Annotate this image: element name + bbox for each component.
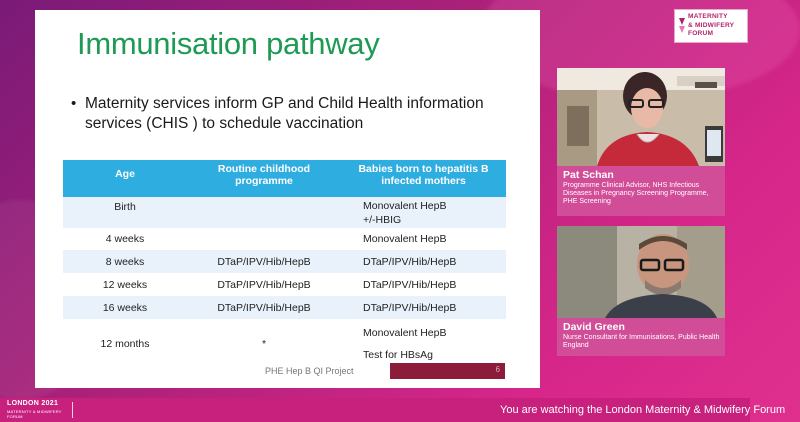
cell-age: 8 weeks <box>63 250 187 273</box>
cell-routine <box>187 197 341 228</box>
speaker-namebox-2 <box>557 318 725 356</box>
cell-routine: * <box>187 319 341 369</box>
speaker-role: Programme Clinical Advisor, NHS Infectious Diseases in Pregnancy Screening Programme, PHE Screening <box>563 182 709 205</box>
table-row <box>63 228 506 250</box>
cell-babies <box>341 197 506 228</box>
bullet-text: Maternity services inform GP and Child Health information services (CHIS ) to schedule vaccination <box>85 95 484 132</box>
speaker-namebox-1 <box>557 166 725 216</box>
slide-page-number: 6 <box>495 365 500 374</box>
immunisation-table <box>63 160 506 369</box>
cell-babies <box>341 319 506 369</box>
header-age: Age <box>63 160 187 197</box>
slide-footer: PHE Hep B QI Project <box>265 366 354 376</box>
logo-line3: FORUM <box>688 30 714 37</box>
table-row <box>63 273 506 296</box>
speaker-panel-1 <box>557 68 725 222</box>
table-row <box>63 250 506 273</box>
event-logo-title: LONDON 2021 <box>7 400 59 407</box>
speaker-panel-2 <box>557 226 725 356</box>
table-header-row <box>63 160 506 197</box>
bullet-dot-icon: • <box>71 95 77 112</box>
forum-logo-mark-icon <box>678 16 686 35</box>
header-routine: Routine childhood programme <box>187 160 341 197</box>
cell-babies: DTaP/IPV/Hib/HepB <box>341 250 506 273</box>
speaker-role: Nurse Consultant for Immunisations, Public Health England <box>563 334 720 349</box>
slide-bullet <box>71 94 525 134</box>
speaker-name: David Green <box>563 321 625 333</box>
table-row <box>63 319 506 369</box>
event-logo-subtitle: MATERNITY & MIDWIFERY FORUM <box>7 409 62 419</box>
presentation-slide <box>35 10 540 388</box>
cell-routine: DTaP/IPV/Hib/HepB <box>187 273 341 296</box>
forum-logo <box>674 9 748 43</box>
cell-age: 16 weeks <box>63 296 187 319</box>
cell-age: 4 weeks <box>63 228 187 250</box>
ticker-text: You are watching the London Maternity & Midwifery Forum <box>500 404 786 416</box>
logo-line2: & MIDWIFERY <box>688 21 735 29</box>
logo-line1: MATERNITY <box>688 13 728 20</box>
cell-babies-line1: Monovalent HepB <box>363 327 447 339</box>
cell-age: 12 weeks <box>63 273 187 296</box>
cell-babies: DTaP/IPV/Hib/HepB <box>341 273 506 296</box>
cell-babies-line2: +/-HBIG <box>363 213 402 226</box>
cell-routine: DTaP/IPV/Hib/HepB <box>187 296 341 319</box>
bottom-separator <box>72 402 73 418</box>
speaker-video-1 <box>557 68 725 166</box>
speaker-name: Pat Schan <box>563 169 614 181</box>
cell-babies-line1: Monovalent HepB <box>363 199 447 212</box>
speaker-video-frame-icon <box>557 68 725 166</box>
table-row <box>63 197 506 228</box>
slide-footer-bar <box>390 363 505 379</box>
header-babies: Babies born to hepatitis B infected mothers <box>341 160 506 197</box>
event-logo <box>7 400 73 420</box>
cell-routine <box>187 228 341 250</box>
cell-babies: Monovalent HepB <box>341 228 506 250</box>
slide-title: Immunisation pathway <box>77 26 380 61</box>
cell-age: 12 months <box>63 319 187 369</box>
speaker-video-2 <box>557 226 725 318</box>
cell-routine: DTaP/IPV/Hib/HepB <box>187 250 341 273</box>
table-row <box>63 296 506 319</box>
cell-babies: DTaP/IPV/Hib/HepB <box>341 296 506 319</box>
cell-age: Birth <box>63 197 187 228</box>
speaker-video-frame-icon <box>557 226 725 318</box>
cell-babies-line2: Test for HBsAg <box>363 349 434 361</box>
forum-logo-text <box>688 13 746 39</box>
bottom-bar <box>0 398 786 422</box>
